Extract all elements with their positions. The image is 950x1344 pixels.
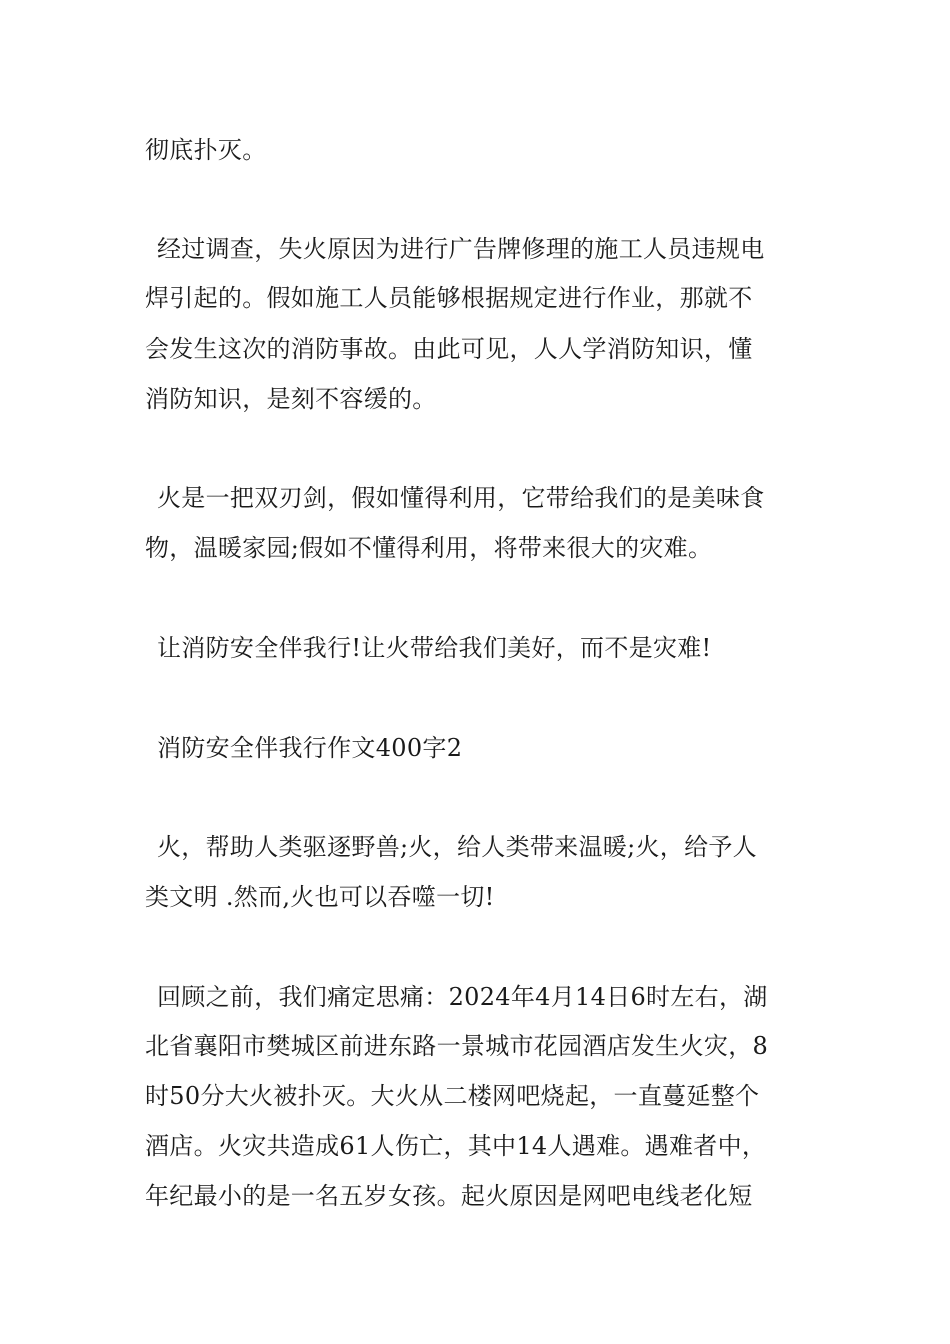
paragraph-line: 类文明 .然而,火也可以吞噬一切! — [145, 883, 495, 911]
paragraph-line: 回顾之前，我们痛定思痛：2024年4月14日6时左右，湖 — [157, 983, 768, 1011]
paragraph-line: 火是一把双刃剑，假如懂得利用，它带给我们的是美味食 — [157, 484, 765, 512]
paragraph-line: 年纪最小的是一名五岁女孩。起火原因是网吧电线老化短 — [145, 1182, 753, 1210]
paragraph-line: 彻底扑灭。 — [145, 136, 267, 164]
paragraph-line: 让消防安全伴我行!让火带给我们美好，而不是灾难! — [157, 634, 712, 662]
paragraph-line: 经过调查，失火原因为进行广告牌修理的施工人员违规电 — [157, 235, 765, 263]
paragraph-line: 消防知识，是刻不容缓的。 — [145, 385, 437, 413]
paragraph-line: 北省襄阳市樊城区前进东路一景城市花园酒店发生火灾，8 — [145, 1032, 769, 1060]
paragraph-line: 酒店。火灾共造成61人伤亡，其中14人遇难。遇难者中， — [145, 1132, 767, 1160]
paragraph-line: 会发生这次的消防事故。由此可见，人人学消防知识，懂 — [145, 335, 753, 363]
paragraph-line: 时50分大火被扑灭。大火从二楼网吧烧起，一直蔓延整个 — [145, 1082, 760, 1110]
paragraph-line: 焊引起的。假如施工人员能够根据规定进行作业，那就不 — [145, 284, 753, 312]
paragraph-line: 物，温暖家园;假如不懂得利用，将带来很大的灾难。 — [145, 534, 713, 562]
essay-title: 消防安全伴我行作文400字2 — [157, 734, 463, 762]
paragraph-line: 火，帮助人类驱逐野兽;火，给人类带来温暖;火，给予人 — [157, 833, 757, 861]
